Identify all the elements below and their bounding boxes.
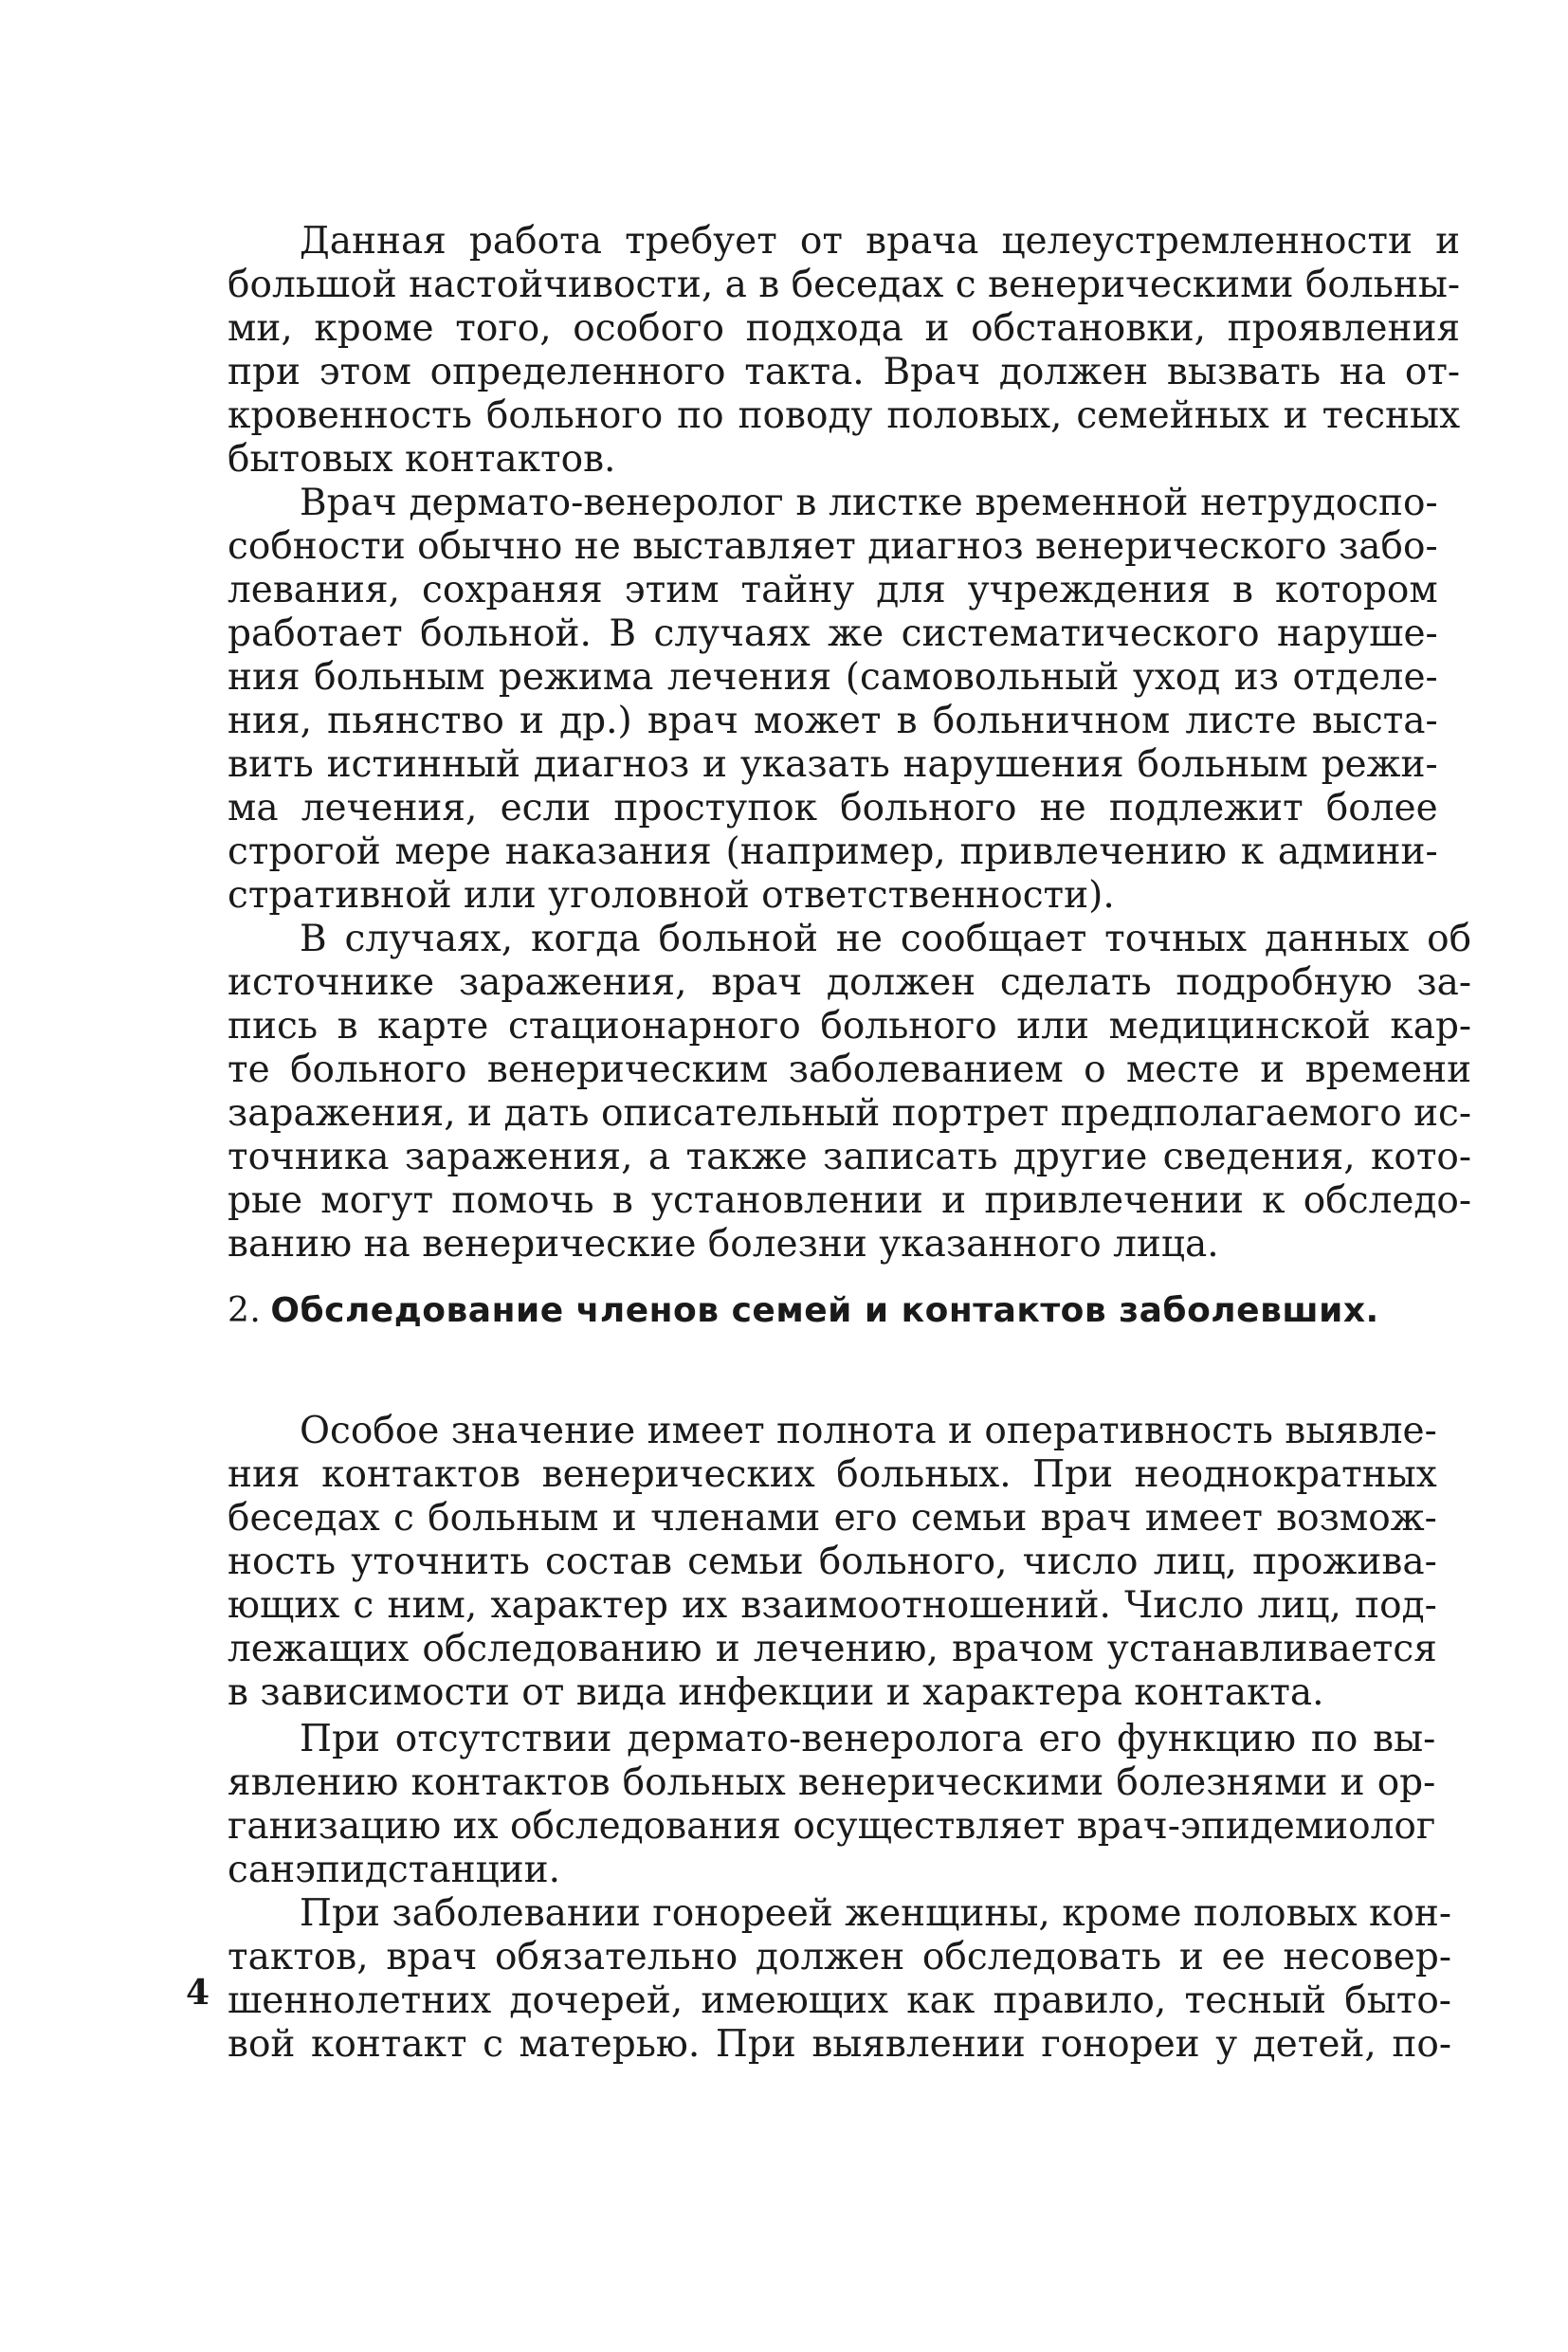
text-line: Данная работа требует от врача целеустремленности и [300, 220, 1461, 263]
text-line: тактов, врач обязательно должен обследовать и ее несовер- [228, 1936, 1451, 1978]
text-line: При отсутствии дермато-венеролога его функцию по вы- [300, 1718, 1436, 1760]
text-line: вить истинный диагноз и указать нарушения больным режи- [228, 743, 1438, 786]
paragraph-2 [228, 482, 1438, 918]
text-line: точника заражения, а также записать другие сведения, кото- [228, 1136, 1472, 1178]
text-line: Врач дермато-венеролог в листке временной нетрудоспо- [300, 482, 1438, 524]
text-line: кровенность больного по поводу половых, семейных и тесных [228, 394, 1461, 437]
text-line: ма лечения, если проступок больного не подлежит более [228, 787, 1438, 830]
text-line: бытовых контактов. [228, 438, 616, 481]
text-line: ния больным режима лечения (самовольный уход из отделе- [228, 656, 1438, 699]
text-line: ность уточнить состав семьи больного, число лиц, прожива- [228, 1541, 1437, 1583]
section-heading [228, 1289, 1384, 1333]
text-line: ми, кроме того, особого подхода и обстановки, проявления [228, 307, 1461, 350]
text-line: пись в карте стационарного больного или медицинской кар- [228, 1005, 1472, 1048]
text-line: ющих с ним, характер их взаимоотношений. Число лиц, под- [228, 1584, 1437, 1627]
text-line: источнике заражения, врач должен сделать подробную за- [228, 961, 1472, 1004]
paragraph-3 [228, 918, 1471, 1267]
text-line: работает больной. В случаях же систематического наруше- [228, 612, 1438, 655]
paragraph-5 [228, 1718, 1435, 1892]
text-line: При заболевании гонореей женщины, кроме половых кон- [300, 1892, 1451, 1935]
text-line: строгой мере наказания (например, привлечению к админи- [228, 830, 1438, 873]
text-line: санэпидстанции. [228, 1849, 561, 1891]
text-line: Особое значение имеет полнота и оперативность выявле- [300, 1410, 1437, 1452]
text-line: шеннолетних дочерей, имеющих как правило, тесный быто- [228, 1979, 1451, 2022]
text-line: ния контактов венерических больных. При неоднократных [228, 1453, 1437, 1496]
text-line: большой настойчивости, а в беседах с венерическими больны- [228, 264, 1461, 306]
page-number: 4 [186, 1973, 210, 2013]
text-line: ганизацию их обследования осуществляет врач-эпидемиолог [228, 1805, 1436, 1848]
text-line: стративной или уголовной ответственности). [228, 874, 1115, 917]
text-line: лежащих обследованию и лечению, врачом устанавливается [228, 1628, 1437, 1670]
text-line: беседах с больным и членами его семьи врач имеет возмож- [228, 1497, 1437, 1540]
section-number: 2. [228, 1291, 262, 1330]
text-line: заражения, и дать описательный портрет предполагаемого ис- [228, 1092, 1472, 1135]
text-line: ния, пьянство и др.) врач может в больничном листе выста- [228, 700, 1438, 742]
text-line: явлению контактов больных венерическими болезнями и ор- [228, 1761, 1436, 1804]
text-line: при этом определенного такта. Врач должен вызвать на от- [228, 351, 1461, 393]
text-line: вой контакт с матерью. При выявлении гонореи у детей, по- [228, 2023, 1451, 2066]
paragraph-6 [228, 1892, 1451, 2067]
paragraph-4 [228, 1410, 1437, 1715]
paragraph-1 [228, 220, 1460, 482]
text-line: левания, сохраняя этим тайну для учреждения в котором [228, 569, 1438, 611]
text-line: В случаях, когда больной не сообщает точных данных об [300, 918, 1472, 960]
text-line: рые могут помочь в установлении и привлечении к обследо- [228, 1179, 1472, 1222]
text-line: те больного венерическим заболеванием о месте и времени [228, 1048, 1472, 1091]
text-line: в зависимости от вида инфекции и характера контакта. [228, 1671, 1324, 1714]
section-title: Обследование членов семей и контактов заболевших. [270, 1291, 1379, 1330]
text-line: собности обычно не выставляет диагноз венерического забо- [228, 525, 1438, 568]
text-line: ванию на венерические болезни указанного лица. [228, 1223, 1219, 1266]
